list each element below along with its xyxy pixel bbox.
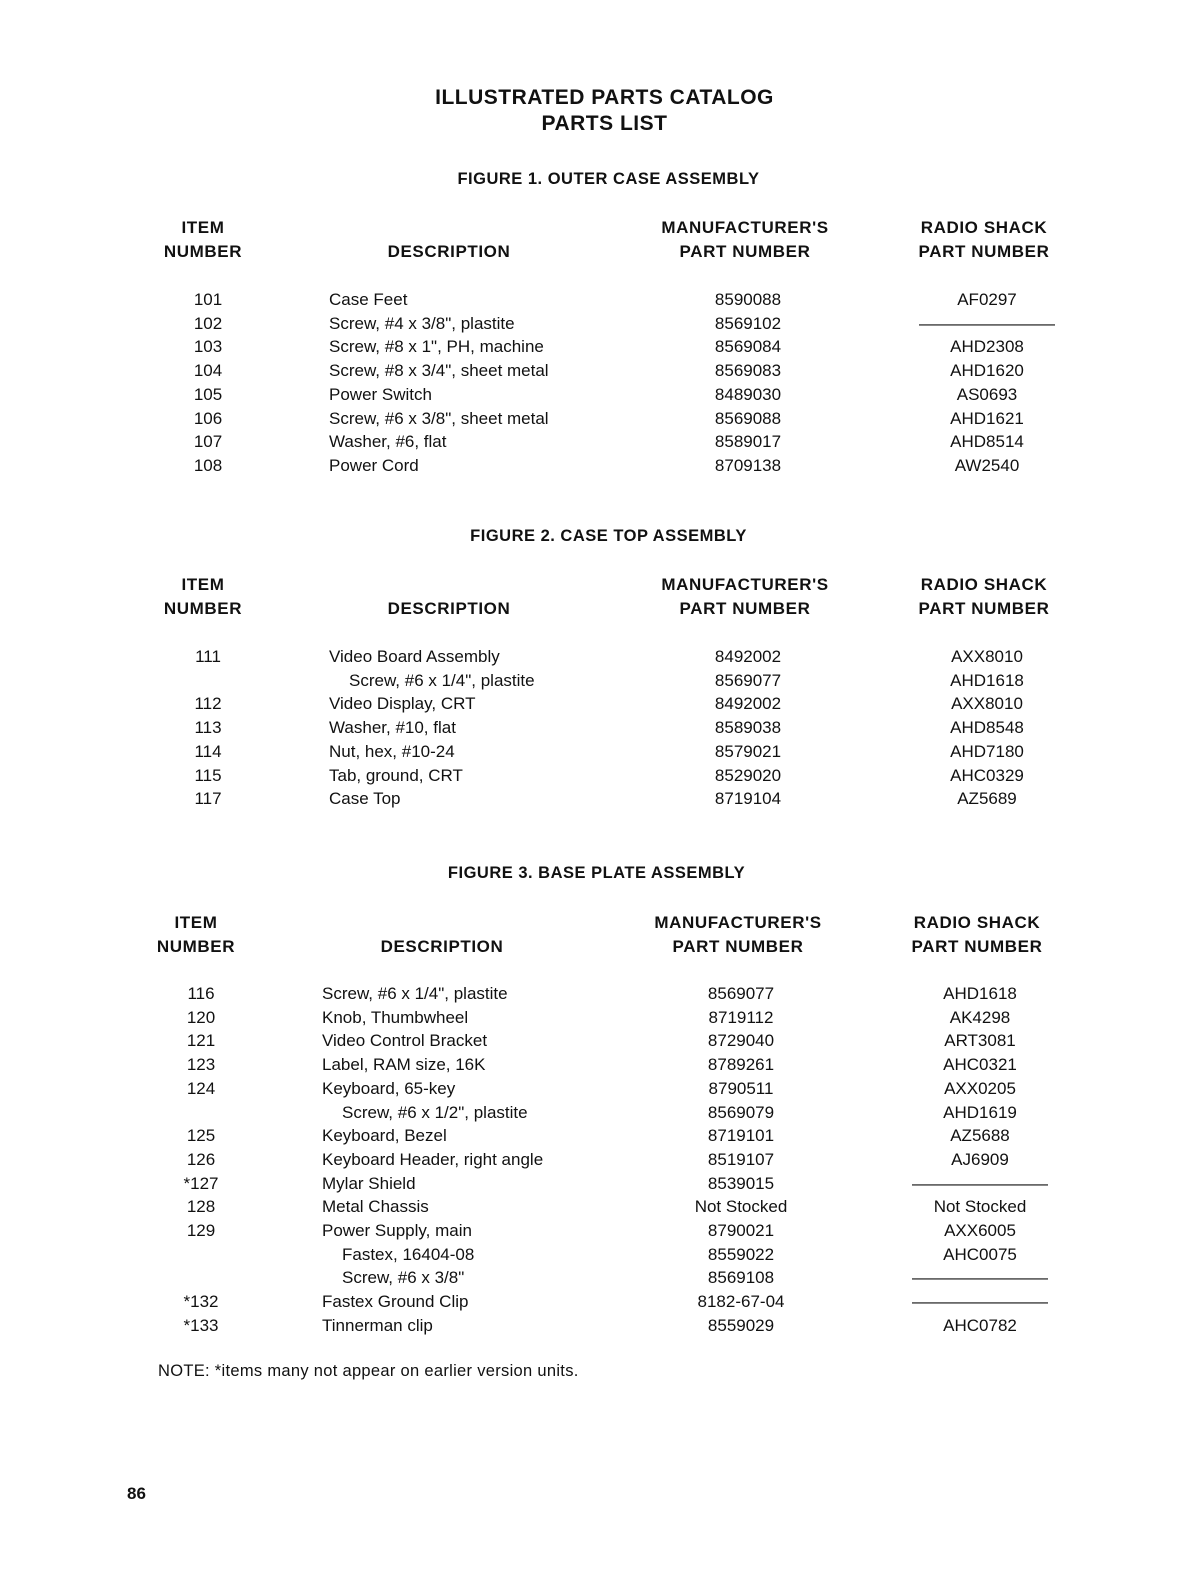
radio-shack-part-number-header-line: RADIO SHACK (913, 913, 1041, 932)
manufacturer-part-number-cell: 8569088 (714, 408, 782, 428)
description-cell: Metal Chassis (322, 1197, 429, 1217)
radio-shack-part-number-cell: ———————— (919, 313, 1055, 333)
description-header (352, 911, 532, 959)
radio-shack-part-number-cell: AZ5688 (950, 1126, 1010, 1146)
table-row (0, 1243, 1193, 1267)
item-number-cell: 117 (194, 789, 222, 809)
table-row (0, 982, 1193, 1006)
radio-shack-part-number-cell: AHD1618 (943, 984, 1017, 1003)
table-row (0, 1314, 1193, 1338)
radio-shack-part-number-header-line: RADIO SHACK (920, 575, 1048, 594)
description-cell: Screw, #6 x 1/4", plastite (349, 670, 535, 690)
description-cell: Keyboard Header, right angle (322, 1149, 544, 1169)
item-number-cell: 116 (187, 984, 215, 1003)
radio-shack-part-number-header-line: RADIO SHACK (920, 218, 1048, 237)
manufacturer-part-number-cell: 8569108 (707, 1268, 775, 1288)
manufacturer-part-number-cell: 8182-67-04 (697, 1292, 785, 1312)
description-cell: Fastex Ground Clip (322, 1292, 469, 1312)
table-row (0, 692, 1193, 716)
item-number-cell: 103 (193, 337, 223, 357)
table-row (0, 1101, 1193, 1125)
manufacturer-part-number-cell: Not Stocked (694, 1197, 788, 1217)
table-row (0, 716, 1193, 740)
description-cell: Keyboard, Bezel (322, 1126, 447, 1146)
description-header-line: DESCRIPTION (380, 937, 504, 956)
table-row (0, 1006, 1193, 1030)
radio-shack-part-number-cell: AHC0075 (943, 1244, 1017, 1264)
item-number-cell: 120 (186, 1007, 216, 1027)
table-row (0, 1124, 1193, 1148)
description-cell: Power Supply, main (322, 1221, 472, 1240)
manufacturer-part-number-cell: 8519107 (707, 1149, 775, 1169)
description-cell: Keyboard, 65-key (322, 1078, 456, 1098)
description-cell: Power Switch (329, 384, 432, 404)
table-row (0, 1148, 1193, 1172)
radio-shack-part-number-header-line: PART NUMBER (918, 599, 1050, 618)
manufacturer-part-number-cell: 8529020 (714, 765, 782, 785)
table-row (0, 312, 1193, 336)
table-row (0, 288, 1193, 312)
item-number-cell: *127 (183, 1173, 219, 1193)
table-row (0, 430, 1193, 454)
description-cell: Fastex, 16404-08 (342, 1244, 475, 1264)
description-cell: Video Control Bracket (322, 1031, 488, 1051)
description-cell: Power Cord (329, 455, 419, 475)
table-row (0, 1172, 1193, 1196)
description-cell: Washer, #10, flat (329, 718, 456, 738)
item-number-cell: 112 (194, 694, 222, 714)
manufacturer-part-number-cell: 8489030 (714, 384, 782, 404)
item-number-cell: 115 (194, 765, 222, 785)
manufacturer-part-number-cell: 8790511 (708, 1078, 774, 1098)
item-number-cell: 106 (193, 408, 223, 428)
manufacturer-part-number-cell: 8559022 (707, 1244, 775, 1264)
radio-shack-part-number-cell: ART3081 (944, 1031, 1016, 1051)
item-number-cell: 129 (186, 1221, 216, 1240)
radio-shack-part-number-cell: AF0297 (957, 290, 1017, 309)
item-number-cell: 126 (186, 1149, 216, 1169)
radio-shack-part-number-cell: ———————— (912, 1173, 1048, 1193)
table-row (0, 1266, 1193, 1290)
description-cell: Nut, hex, #10-24 (329, 741, 455, 761)
item-number-header-line: ITEM (181, 575, 225, 594)
description-cell: Video Display, CRT (329, 694, 476, 714)
manufacturer-part-number-cell: 8719101 (707, 1126, 775, 1146)
manufacturer-part-number-cell: 8590088 (714, 290, 782, 309)
radio-shack-part-number-cell: AZ5689 (957, 789, 1017, 809)
table-row (0, 1195, 1193, 1219)
page-number: 86 (127, 1484, 146, 1503)
description-cell: Screw, #6 x 3/8" (342, 1268, 465, 1288)
table-row (0, 764, 1193, 788)
table-row (0, 669, 1193, 693)
item-number-cell: 105 (193, 384, 223, 404)
radio-shack-part-number-cell: AXX0205 (944, 1078, 1016, 1098)
manufacturer-part-number-cell: 8559029 (707, 1315, 775, 1335)
radio-shack-part-number-cell: AHD8514 (950, 432, 1024, 452)
item-number-cell: 114 (194, 741, 222, 761)
description-cell: Screw, #6 x 3/8", sheet metal (329, 408, 549, 428)
radio-shack-part-number-cell: AJ6909 (951, 1149, 1009, 1169)
manufacturer-part-number-header-line: MANUFACTURER'S (661, 218, 829, 237)
radio-shack-part-number-cell: AS0693 (956, 384, 1018, 404)
radio-shack-part-number-header-line: PART NUMBER (911, 937, 1043, 956)
item-number-cell: 107 (193, 432, 223, 452)
figure-title: FIGURE 1. OUTER CASE ASSEMBLY (457, 170, 760, 188)
manufacturer-part-number-cell: 8719104 (714, 789, 782, 809)
manufacturer-part-number-cell: 8579021 (714, 741, 782, 761)
manufacturer-part-number-cell: 8569079 (707, 1102, 775, 1122)
manufacturer-part-number-cell: 8569084 (714, 337, 782, 357)
table-row (0, 1290, 1193, 1314)
item-number-cell: 123 (186, 1055, 216, 1075)
radio-shack-part-number-cell: AHC0329 (950, 765, 1024, 785)
table-row (0, 740, 1193, 764)
radio-shack-part-number-cell: AK4298 (949, 1007, 1011, 1027)
page-title: ILLUSTRATED PARTS CATALOG (435, 86, 774, 109)
manufacturer-part-number-header-line: PART NUMBER (672, 937, 804, 956)
manufacturer-part-number-cell: 8569077 (714, 670, 782, 690)
radio-shack-part-number-cell: ———————— (912, 1268, 1048, 1288)
radio-shack-part-number-header (894, 573, 1074, 621)
manufacturer-part-number-cell: 8539015 (707, 1173, 775, 1193)
item-number-header (158, 573, 248, 621)
manufacturer-part-number-header (650, 573, 840, 621)
description-cell: Case Top (329, 789, 401, 809)
item-number-cell: 125 (186, 1126, 216, 1146)
table-row (0, 383, 1193, 407)
description-cell: Screw, #6 x 1/2", plastite (342, 1102, 528, 1122)
item-number-cell: *133 (183, 1315, 219, 1335)
manufacturer-part-number-cell: 8719112 (708, 1007, 774, 1027)
radio-shack-part-number-cell: AHD1619 (943, 1102, 1017, 1122)
figure-title: FIGURE 3. BASE PLATE ASSEMBLY (447, 864, 746, 882)
description-header (359, 216, 539, 264)
manufacturer-part-number-header-line: MANUFACTURER'S (661, 575, 829, 594)
description-cell: Washer, #6, flat (329, 432, 447, 452)
item-number-cell: 104 (193, 361, 223, 381)
item-number-header-line: ITEM (181, 218, 225, 237)
item-number-cell: 101 (193, 290, 223, 309)
radio-shack-part-number-cell: AHC0321 (943, 1055, 1017, 1075)
manufacturer-part-number-header (650, 216, 840, 264)
radio-shack-part-number-header (894, 216, 1074, 264)
radio-shack-part-number-cell: AHD1618 (950, 670, 1024, 690)
radio-shack-part-number-cell: ———————— (912, 1292, 1048, 1312)
description-cell: Screw, #4 x 3/8", plastite (329, 313, 515, 333)
item-number-cell: 113 (194, 718, 222, 738)
description-cell: Video Board Assembly (329, 647, 500, 666)
item-number-cell: 124 (186, 1078, 216, 1098)
item-number-cell: 128 (186, 1197, 216, 1217)
radio-shack-part-number-cell: AHD2308 (950, 337, 1024, 357)
manufacturer-part-number-header-line: MANUFACTURER'S (654, 913, 822, 932)
description-header (359, 573, 539, 621)
description-cell: Label, RAM size, 16K (322, 1055, 486, 1075)
description-cell: Screw, #8 x 3/4", sheet metal (329, 361, 549, 381)
radio-shack-part-number-cell: AXX8010 (951, 647, 1023, 666)
item-number-header (158, 216, 248, 264)
table-row (0, 787, 1193, 811)
table-row (0, 645, 1193, 669)
manufacturer-part-number-header (643, 911, 833, 959)
description-header-line (359, 216, 539, 240)
manufacturer-part-number-cell: 8789261 (707, 1055, 775, 1075)
description-cell: Tab, ground, CRT (329, 765, 463, 785)
description-header-line: DESCRIPTION (387, 599, 511, 618)
description-header-line (359, 573, 539, 597)
manufacturer-part-number-cell: 8589017 (714, 432, 782, 452)
manufacturer-part-number-cell: 8589038 (714, 718, 782, 738)
radio-shack-part-number-cell: Not Stocked (933, 1197, 1027, 1217)
manufacturer-part-number-cell: 8709138 (714, 455, 782, 475)
item-number-header-line: NUMBER (156, 937, 236, 956)
description-cell: Tinnerman clip (322, 1315, 433, 1335)
figure-title: FIGURE 2. CASE TOP ASSEMBLY (470, 527, 747, 545)
table-row (0, 1077, 1193, 1101)
item-number-cell: 121 (186, 1031, 216, 1051)
table-row (0, 335, 1193, 359)
description-cell: Mylar Shield (322, 1173, 416, 1193)
table-row (0, 407, 1193, 431)
table-row (0, 359, 1193, 383)
radio-shack-part-number-cell: AHD1620 (950, 361, 1024, 381)
item-number-cell: 102 (193, 313, 223, 333)
radio-shack-part-number-cell: AHD8548 (950, 718, 1024, 738)
table-row (0, 1029, 1193, 1053)
item-number-cell: 108 (193, 455, 223, 475)
table-row (0, 454, 1193, 478)
table-row (0, 1219, 1193, 1243)
footnote: NOTE: *items many not appear on earlier version units. (158, 1362, 579, 1380)
item-number-header-line: NUMBER (163, 599, 243, 618)
description-header-line (352, 911, 532, 935)
description-cell: Knob, Thumbwheel (322, 1007, 469, 1027)
manufacturer-part-number-header-line: PART NUMBER (679, 242, 811, 261)
manufacturer-part-number-cell: 8790021 (707, 1221, 775, 1240)
manufacturer-part-number-cell: 8492002 (714, 647, 782, 666)
manufacturer-part-number-cell: 8492002 (714, 694, 782, 714)
radio-shack-part-number-cell: AHD1621 (950, 408, 1024, 428)
manufacturer-part-number-header-line: PART NUMBER (679, 599, 811, 618)
manufacturer-part-number-cell: 8569083 (714, 361, 782, 381)
page-subtitle: PARTS LIST (541, 112, 668, 135)
description-cell: Screw, #8 x 1", PH, machine (329, 337, 544, 357)
item-number-cell: 111 (195, 647, 221, 666)
radio-shack-part-number-header (887, 911, 1067, 959)
radio-shack-part-number-cell: AXX6005 (944, 1221, 1016, 1240)
item-number-header-line: NUMBER (163, 242, 243, 261)
description-header-line: DESCRIPTION (387, 242, 511, 261)
manufacturer-part-number-cell: 8569102 (714, 313, 782, 333)
item-number-cell: *132 (183, 1292, 219, 1312)
radio-shack-part-number-header-line: PART NUMBER (918, 242, 1050, 261)
radio-shack-part-number-cell: AHD7180 (950, 741, 1024, 761)
radio-shack-part-number-cell: AW2540 (954, 455, 1020, 475)
description-cell: Screw, #6 x 1/4", plastite (322, 984, 508, 1003)
item-number-header (151, 911, 241, 959)
item-number-header-line: ITEM (174, 913, 218, 932)
manufacturer-part-number-cell: 8729040 (707, 1031, 775, 1051)
manufacturer-part-number-cell: 8569077 (707, 984, 775, 1003)
table-row (0, 1053, 1193, 1077)
radio-shack-part-number-cell: AXX8010 (951, 694, 1023, 714)
description-cell: Case Feet (329, 290, 408, 309)
radio-shack-part-number-cell: AHC0782 (943, 1315, 1017, 1335)
